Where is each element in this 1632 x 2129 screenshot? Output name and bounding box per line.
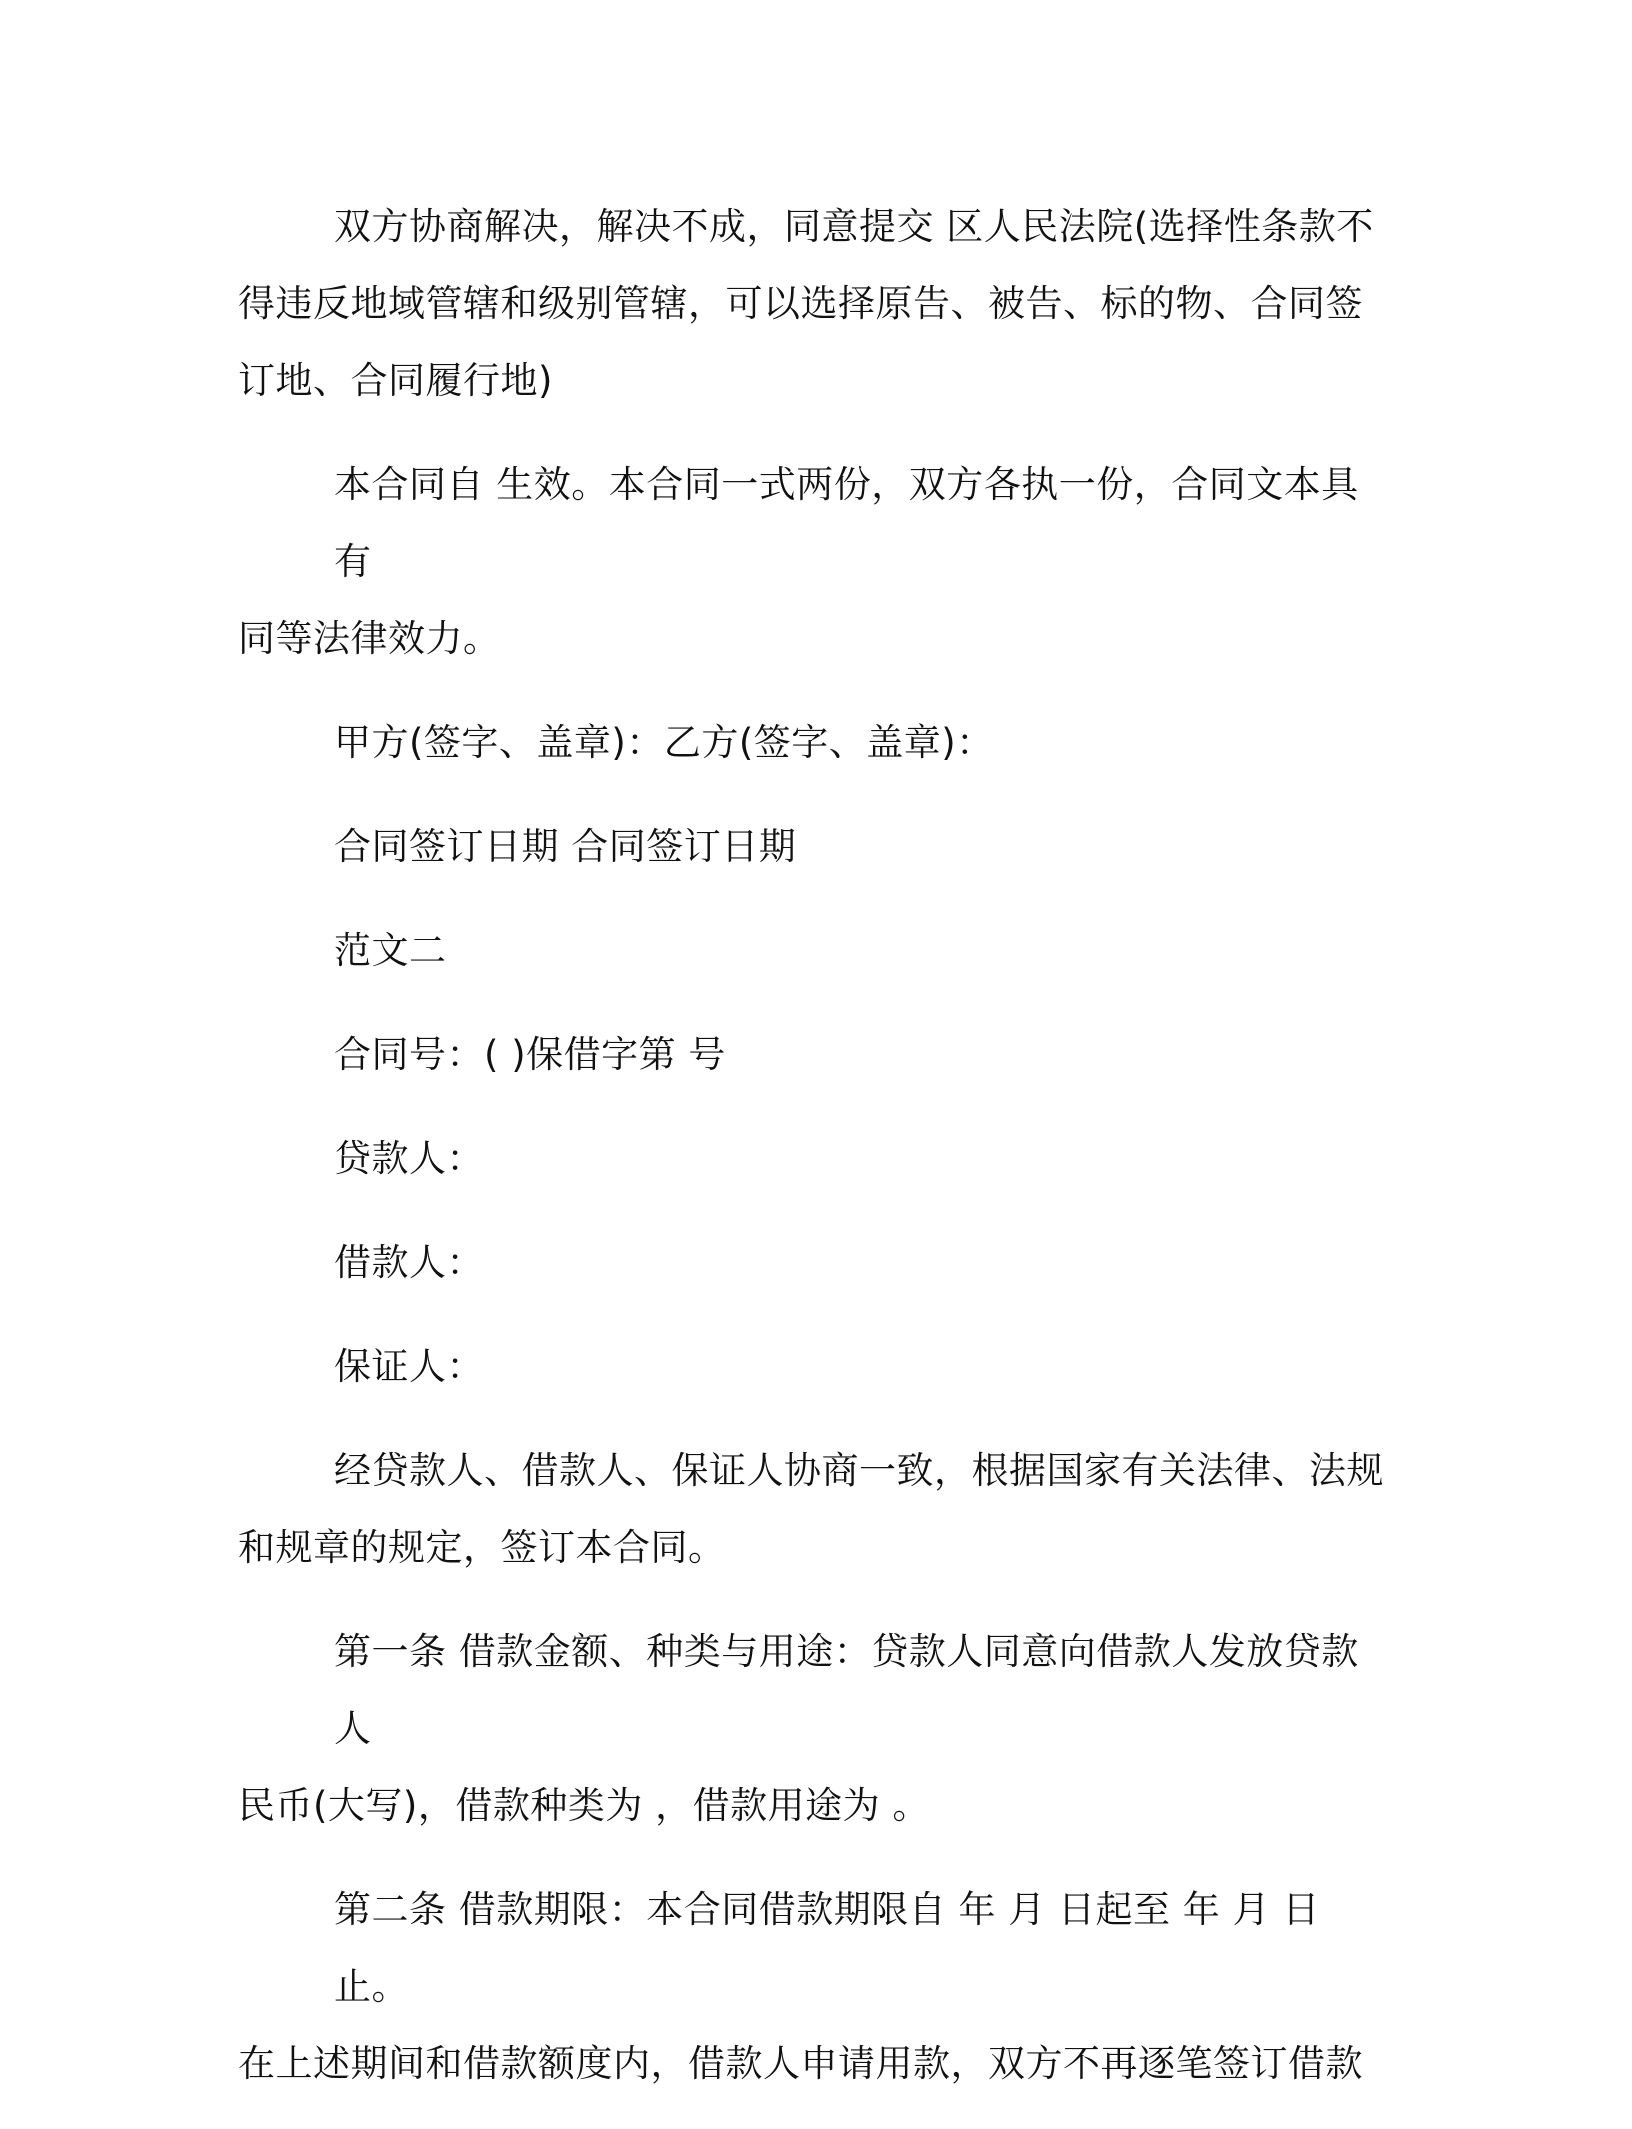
signing-date-line [238,808,1388,885]
document-body [238,188,1388,2129]
signature-line [238,704,1388,781]
text-line: 在上述期间和借款额度内，借款人申请用款，双方不再逐笔签订借款 [238,2042,1363,2085]
effectiveness-paragraph [238,446,1388,677]
guarantor-line [238,1328,1388,1405]
text-line: 第二条 借款期限：本合同借款期限自 年 月 日起至 年 月 日止。 [334,1888,1320,2008]
text-line: 借款人： [334,1241,484,1284]
text-line: 和规章的规定，签订本合同。 [238,1526,726,1569]
text-line: 第一条 借款金额、种类与用途：贷款人同意向借款人发放贷款人 [334,1630,1359,1750]
dispute-resolution-paragraph [238,188,1388,419]
article-one-paragraph [238,1613,1388,1844]
text-line: 订地、合同履行地) [238,359,553,402]
text-line: 民币(大写)，借款种类为 ，借款用途为 。 [238,1784,930,1827]
lender-line [238,1120,1388,1197]
preamble-paragraph [238,1432,1388,1586]
text-line: 经贷款人、借款人、保证人协商一致，根据国家有关法律、法规 [334,1449,1384,1492]
text-line: 合同号：( )保借字第 号 [334,1033,726,1076]
contract-number-line [238,1016,1388,1093]
text-line: 贷款人： [334,1137,484,1180]
text-line: 范文二 [334,929,447,972]
borrower-line [238,1224,1388,1301]
text-line: 本合同自 生效。本合同一式两份，双方各执一份，合同文本具有 [334,463,1359,583]
text-line: 得违反地域管辖和级别管辖，可以选择原告、被告、标的物、合同签 [238,282,1363,325]
text-line: 合同签订日期 合同签订日期 [334,825,797,868]
text-line: 甲方(签字、盖章)：乙方(签字、盖章)： [334,721,994,764]
text-line: 同等法律效力。 [238,617,501,660]
article-two-paragraph [238,1871,1388,2102]
text-line: 保证人： [334,1345,484,1388]
section-heading [238,912,1388,989]
text-line: 双方协商解决，解决不成，同意提交 区人民法院(选择性条款不 [334,205,1374,248]
